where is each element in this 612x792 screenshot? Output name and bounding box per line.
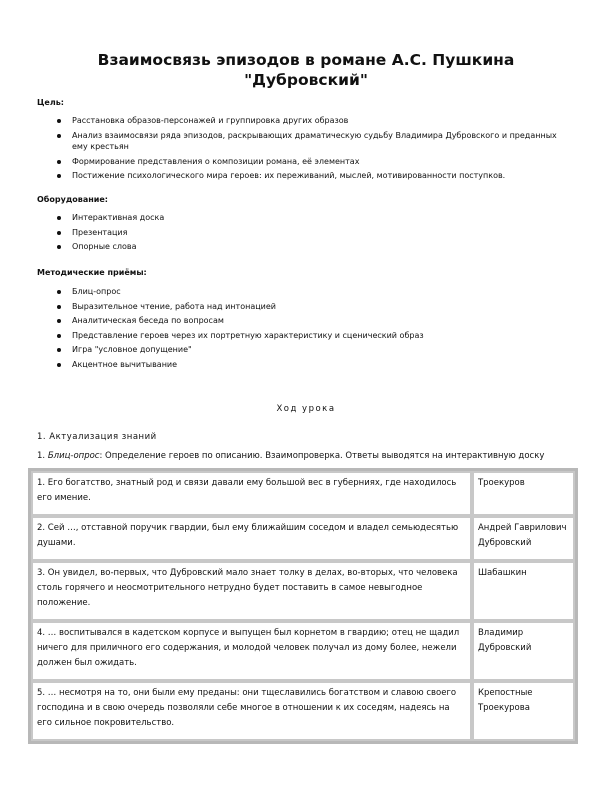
list-item: Аналитическая беседа по вопросам (56, 315, 566, 327)
table-row (31, 561, 575, 621)
description-cell: 4. … воспитывался в кадетском корпусе и выпущен был корнетом в гвардию; отец не щадил ничего для приличного его содержания, и молодой человек получал из дому более, нежели должен был ожидать. (31, 621, 472, 681)
bullet-icon (57, 231, 61, 235)
bullet-icon (57, 160, 61, 164)
description-cell: 3. Он увидел, во-первых, что Дубровский мало знает толку в делах, во-вторых, что человека столь горячего и неосмотрительного нетрудно будет поставить в самое невыгодное положение. (31, 561, 472, 621)
list-item: Постижение психологического мира героев: их переживаний, мыслей, мотивированности поступков. (56, 170, 566, 182)
list-item: Выразительное чтение, работа над интонацией (56, 301, 566, 313)
title-line-2: "Дубровский" (244, 71, 368, 89)
list-item: Интерактивная доска (56, 212, 566, 224)
equipment-list (56, 212, 566, 256)
bullet-icon (57, 245, 61, 249)
bullet-icon (57, 348, 61, 352)
title-line-1: Взаимосвязь эпизодов в романе А.С. Пушкина (97, 51, 515, 69)
task-line: 1. Блиц-опрос: Определение героев по описанию. Взаимопроверка. Ответы выводятся на интерактивную доску (37, 451, 545, 461)
heroes-table (28, 468, 578, 744)
list-item: Презентация (56, 227, 566, 239)
list-item: Акцентное вычитывание (56, 359, 566, 371)
goal-heading: Цель: (37, 98, 64, 107)
bullet-icon (57, 216, 61, 220)
table-row (31, 516, 575, 561)
list-item: Представление героев через их портретную характеристику и сценический образ (56, 330, 566, 342)
hero-cell: Шабашкин (472, 561, 575, 621)
description-cell: 5. … несмотря на то, они были ему преданы: они тщеславились богатством и славою своего господина и в свою очередь позволяли себе многое в отношении к их соседям, надеясь на его сильное покровительство. (31, 681, 472, 741)
list-item: Блиц-опрос (56, 286, 566, 298)
hero-cell: Андрей Гаврилович Дубровский (472, 516, 575, 561)
list-item: Игра "условное допущение" (56, 344, 566, 356)
hero-cell: Владимир Дубровский (472, 621, 575, 681)
description-cell: 2. Сей …, отставной поручик гвардии, был ему ближайшим соседом и владел семьюдесятью душами. (31, 516, 472, 561)
methods-list (56, 286, 566, 373)
goal-list (56, 115, 566, 185)
table-row (31, 621, 575, 681)
bullet-icon (57, 174, 61, 178)
bullet-icon (57, 334, 61, 338)
hero-cell: Крепостные Троекурова (472, 681, 575, 741)
table-row (31, 681, 575, 741)
table-row (31, 471, 575, 516)
list-item: Формирование представления о композиции романа, её элементах (56, 156, 566, 168)
task-term: Блиц-опрос (47, 451, 100, 461)
step-heading: 1. Актуализация знаний (37, 432, 157, 442)
bullet-icon (57, 119, 61, 123)
bullet-icon (57, 134, 61, 138)
bullet-icon (57, 290, 61, 294)
list-item: Анализ взаимосвязи ряда эпизодов, раскрывающих драматическую судьбу Владимира Дубровского и преданных ему крестьян (56, 130, 566, 153)
bullet-icon (57, 319, 61, 323)
hero-cell: Троекуров (472, 471, 575, 516)
description-cell: 1. Его богатство, знатный род и связи давали ему большой вес в губерниях, где находилось его имение. (31, 471, 472, 516)
list-item: Расстановка образов-персонажей и группировка других образов (56, 115, 566, 127)
methods-heading: Методические приёмы: (37, 268, 147, 277)
bullet-icon (57, 363, 61, 367)
page-title (40, 50, 572, 90)
equipment-heading: Оборудование: (37, 195, 108, 204)
bullet-icon (57, 305, 61, 309)
list-item: Опорные слова (56, 241, 566, 253)
lesson-heading: Ход урока (276, 404, 336, 414)
